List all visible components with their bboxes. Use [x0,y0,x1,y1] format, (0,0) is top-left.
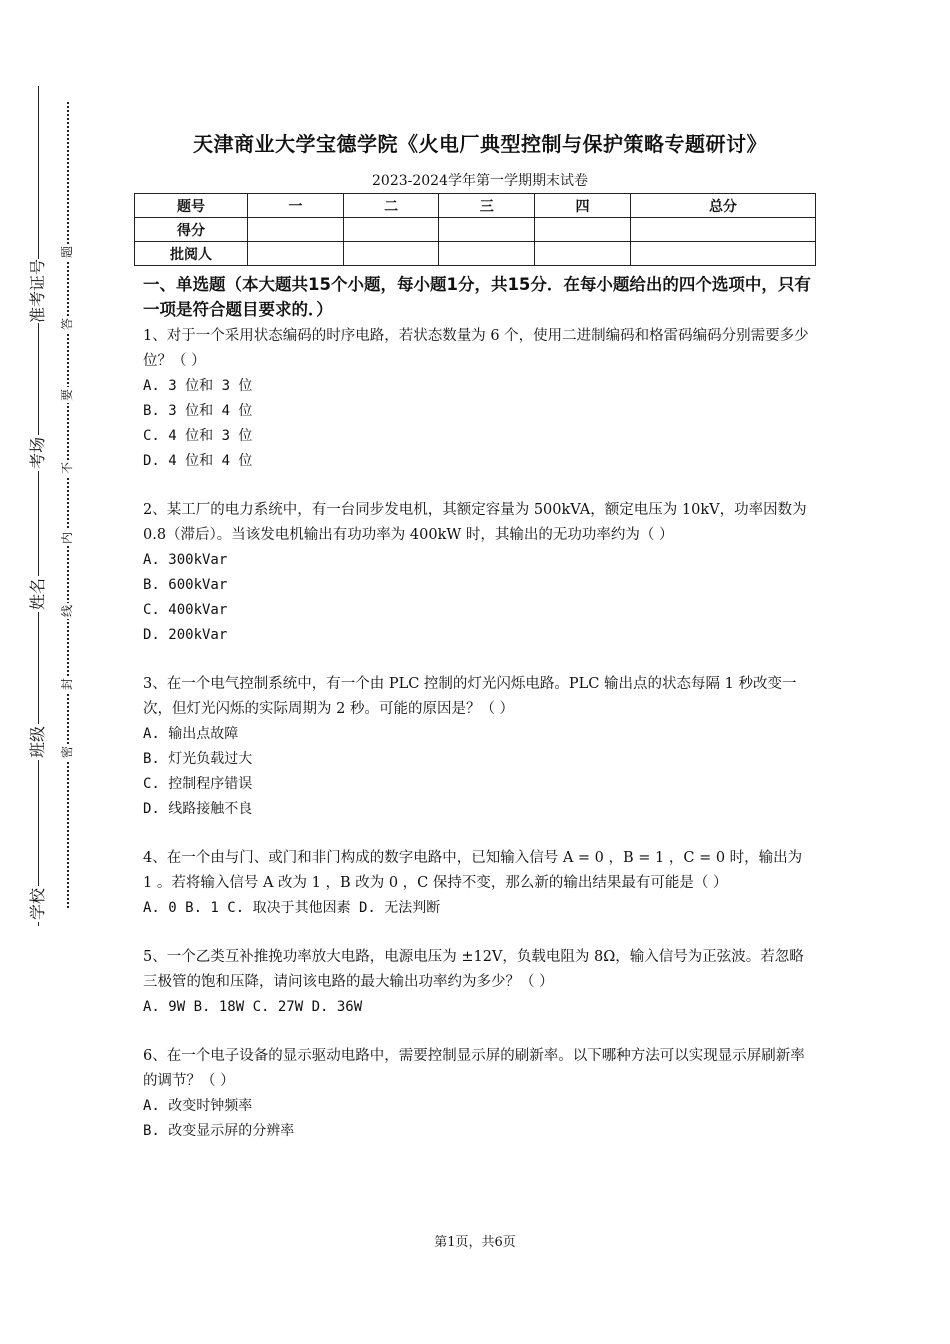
warning-char: 线 [60,605,74,618]
score-table-cell: 总分 [630,194,815,218]
score-input-cell[interactable] [439,218,535,242]
question-option: B. 改变显示屏的分辨率 [143,1123,295,1139]
binding-solid-line [38,86,39,926]
question-option: B. 灯光负载过大 [143,751,253,767]
warning-char: 不 [60,462,74,475]
field-label-school: 学校 [28,888,47,921]
reviewer-input-cell[interactable] [343,242,439,266]
score-input-cell[interactable] [343,218,439,242]
question-option: A. 输出点故障 [143,726,239,742]
score-table-row-reviewer [135,242,816,266]
question-option: D. 200kVar [143,627,228,643]
field-label-exam-number: 准考证号 [28,258,47,323]
page-footer: 第1页，共6页 [434,1235,516,1250]
score-table-cell: 一 [248,194,344,218]
warning-char: 密 [60,746,74,759]
question-1 [143,324,813,474]
question-option: A. 9W B. 18W C. 27W D. 36W [143,999,363,1015]
question-2 [143,498,813,648]
question-option: A. 300kVar [143,552,228,568]
score-table-row-label: 批阅人 [135,242,248,266]
score-table-row-score [135,218,816,242]
question-text: 5、一个乙类互补推挽功率放大电路，电源电压为 ±12V，负载电阻为 8Ω，输入信号为正弦波。若忽略三极管的饱和压降，请问该电路的最大输出功率约为多少？（ ） [143,949,804,990]
score-table [134,193,816,266]
score-table-cell: 题号 [135,194,248,218]
field-label-exam-room: 考场 [28,437,47,470]
question-6 [143,1044,813,1144]
binding-dotted-line [67,102,69,908]
section-heading: 一、单选题（本大题共15个小题，每小题1分，共15分．在每小题给出的四个选项中，只有一项是符合题目要求的．） [143,275,811,319]
field-label-class: 班级 [28,726,47,759]
score-table-cell: 二 [343,194,439,218]
reviewer-input-cell[interactable] [439,242,535,266]
exam-content [143,272,813,1168]
field-label-name: 姓名 [28,578,47,611]
question-option: A. 3 位和 3 位 [143,378,253,394]
exam-subtitle: 2023-2024学年第一学期期末试卷 [372,173,588,189]
reviewer-input-cell[interactable] [630,242,815,266]
score-table-row-label: 得分 [135,218,248,242]
question-3 [143,672,813,822]
question-text: 2、某工厂的电力系统中，有一台同步发电机，其额定容量为 500kVA，额定电压为 10kV，功率因数为 0.8（滞后）。当该发电机输出有功功率为 400kW 时，其输出的无功功率约为（ ） [143,502,807,543]
score-table-cell: 四 [535,194,631,218]
question-text: 3、在一个电气控制系统中，有一个由 PLC 控制的灯光闪烁电路。PLC 输出点的状态每隔 1 秒改变一次，但灯光闪烁的实际周期为 2 秒。可能的原因是？（ ） [143,676,797,717]
reviewer-input-cell[interactable] [248,242,344,266]
score-table-cell: 三 [439,194,535,218]
score-table-header-row [135,194,816,218]
warning-char: 答 [60,318,74,331]
question-option: D. 4 位和 4 位 [143,453,253,469]
score-input-cell[interactable] [248,218,344,242]
question-5 [143,945,813,1020]
warning-char: 内 [60,532,74,545]
question-option: C. 控制程序错误 [143,776,253,792]
binding-margin [0,0,100,1344]
score-input-cell[interactable] [630,218,815,242]
question-text: 4、在一个由与门、或门和非门构成的数字电路中，已知输入信号 A = 0 ，B = 1 ，C = 0 时，输出为 1 。若将输入信号 A 改为 1 ，B 改为 0 ，C 保持不变，那么新的输出结果最有可能是（ ） [143,850,803,891]
question-option: C. 4 位和 3 位 [143,428,253,444]
score-input-cell[interactable] [535,218,631,242]
question-option: B. 600kVar [143,577,228,593]
question-text: 1、对于一个采用状态编码的时序电路，若状态数量为 6 个，使用二进制编码和格雷码编码分别需要多少位？（ ） [143,328,809,369]
warning-char: 题 [60,246,74,259]
exam-title: 天津商业大学宝德学院《火电厂典型控制与保护策略专题研讨》 [193,132,767,156]
warning-char: 封 [60,678,74,691]
question-option: A. 0 B. 1 C. 取决于其他因素 D. 无法判断 [143,900,441,916]
question-option: C. 400kVar [143,602,228,618]
question-option: D. 线路接触不良 [143,801,253,817]
warning-char: 要 [60,389,74,402]
question-option: B. 3 位和 4 位 [143,403,253,419]
question-text: 6、在一个电子设备的显示驱动电路中，需要控制显示屏的刷新率。以下哪种方法可以实现显示屏刷新率的调节？（ ） [143,1048,805,1089]
question-4 [143,846,813,921]
question-option: A. 改变时钟频率 [143,1098,253,1114]
reviewer-input-cell[interactable] [535,242,631,266]
